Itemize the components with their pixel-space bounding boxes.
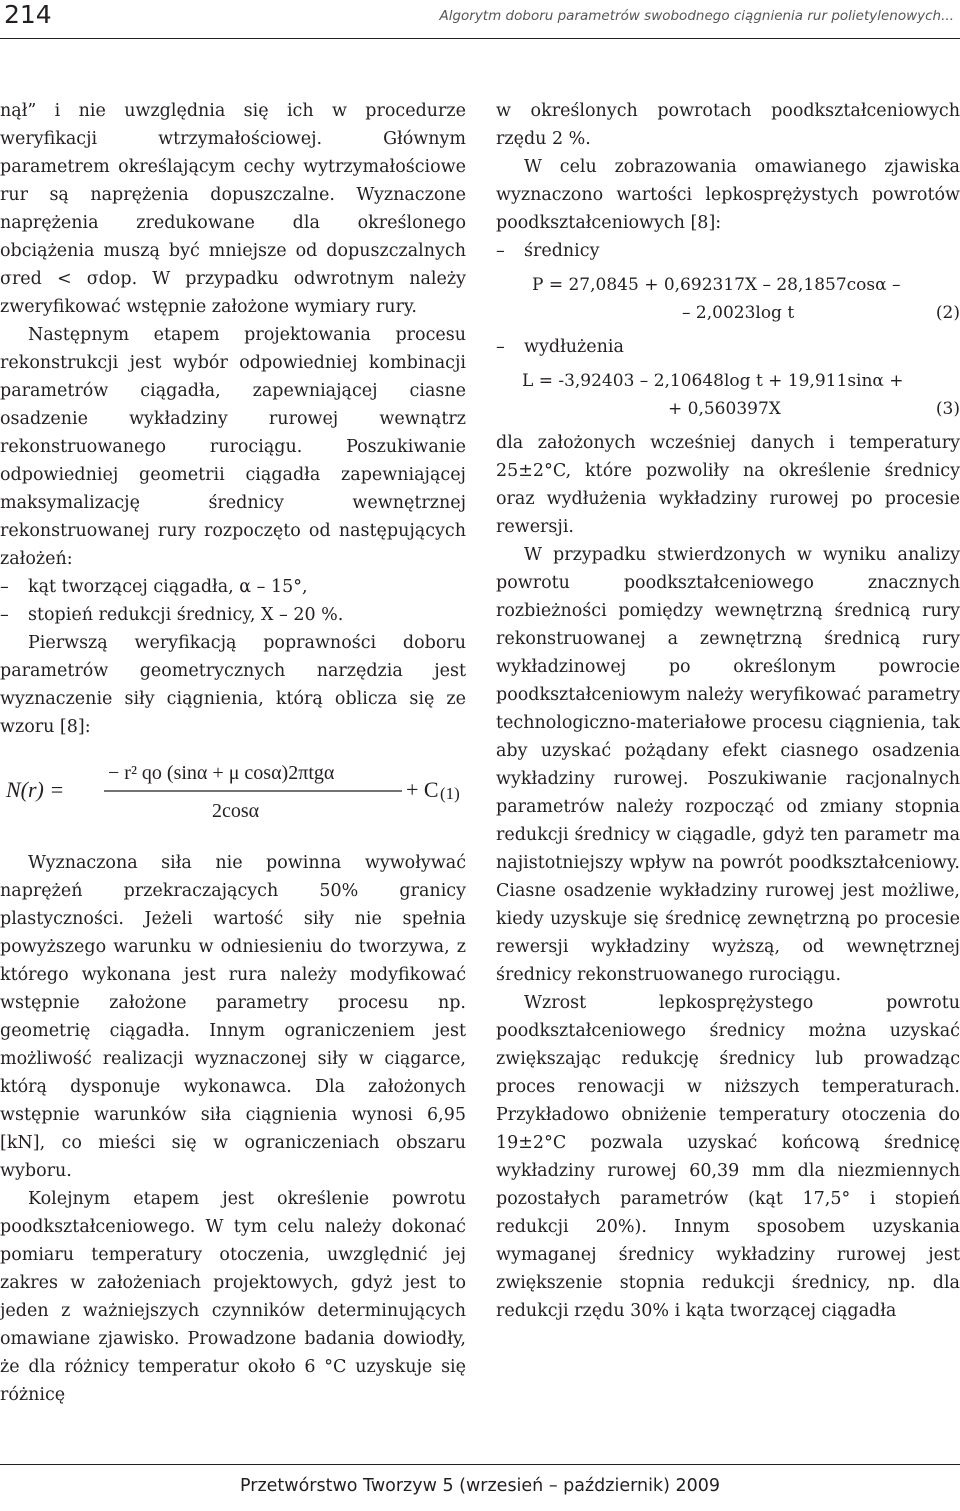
- list-item-text: średnicy: [524, 241, 600, 261]
- formula-3: [496, 367, 960, 423]
- journal-footer: Przetwórstwo Tworzyw 5 (wrzesień – październik) 2009: [240, 1476, 720, 1496]
- dash-bullet: –: [0, 605, 9, 625]
- right-column: [496, 97, 960, 1325]
- list-item-text: wydłużenia: [524, 337, 624, 357]
- page-number: 214: [4, 0, 52, 29]
- right-paragraph-4: W przypadku stwierdzonych w wyniku analizy powrotu poodkształceniowego znacznych rozbieżności pomiędzy wewnętrzną średnicą rury rekonstruowanej a zewnętrzną średnicą rury wykładzinowej po określonym powrocie poodkształceniowym należy weryfikować parametry technologiczno-materiałowe procesu ciągnienia, tak aby uzyskać pożądany efekt ciasnego osadzenia wykładziny rurowej. Poszukiwanie racjonalnych parametrów należy rozpocząć od zmiany stopnia redukcji średnicy w ciągadle, gdyż ten parametr ma najistotniejszy wpływ na powrót poodkształceniowy. Ciasne osadzenie wykładziny rurowej jest możliwe, kiedy uzyskuje się średnicę zewnętrzną po procesie rewersji wykładziny wyższą, od wewnętrznej średnicy rekonstruowanego rurociągu.: [496, 545, 960, 985]
- formula-1-lhs: N(r) =: [6, 777, 65, 802]
- formula-2-line-1: [496, 271, 960, 299]
- list-item: [0, 573, 466, 601]
- formula-3-text-2: + 0,560397X: [668, 399, 781, 419]
- list-item: [0, 601, 466, 629]
- left-column: [0, 97, 466, 1409]
- header-rule: [0, 38, 960, 39]
- right-paragraph-2: W celu zobrazowania omawianego zjawiska wyznaczono wartości lepkosprężystych powrotów poodkształceniowych [8]:: [496, 157, 960, 233]
- formula-1-numerator: − r² qo (sinα + μ cosα)2πtgα: [108, 762, 335, 784]
- left-paragraph-2: Następnym etapem projektowania procesu rekonstrukcji jest wybór odpowiedniej kombinacji parametrów ciągadła, zapewniającej ciasne osadzenie wykładziny rurowej wewnątrz rekonstruowanego rurociągu. Poszukiwanie odpowiedniej geometrii ciągadła zapewniającej maksymalizację średnicy wewnętrznej rekonstruowanej rury rozpoczęto od następujących założeń:: [0, 325, 466, 569]
- left-paragraph-1: nął” i nie uwzględnia się ich w procedurze weryfikacji wtrzymałościowej. Głównym parametrem określającym cechy wytrzymałościowe rur są naprężenia dopuszczalne. Wyznaczone naprężenia zredukowane dla określonego obciążenia muszą być mniejsze od dopuszczalnych σred < σdop. W przypadku odwrotnym należy zweryfikować wstępnie założone wymiary rury.: [0, 101, 466, 317]
- running-head: Algorytm doboru parametrów swobodnego ciągnienia rur polietylenowych...: [439, 8, 954, 24]
- right-paragraph-1: w określonych powrotach poodkształceniowych rzędu 2 %.: [496, 101, 960, 149]
- formula-3-text-1: L = -3,92403 – 2,10648log t + 19,911sinα +: [522, 371, 904, 391]
- dash-bullet: –: [496, 241, 505, 261]
- right-paragraph-5: Wzrost lepkosprężystego powrotu poodkształceniowego średnicy można uzyskać zwiększając redukcję średnicy lub prowadząc proces renowacji w niższych temperaturach. Przykładowo obniżenie temperatury otoczenia do 19±2°C pozwala uzyskać końcową średnicę wykładziny rurowej 60,39 mm dla niezmiennych pozostałych parametrów (kąt 17,5° i stopień redukcji 20%). Innym sposobem uzyskania wymaganej średnicy wykładziny rurowej jest zwiększenie stopnia redukcji średnicy, np. dla redukcji rzędu 30% i kąta tworzącej ciągadła: [496, 993, 960, 1321]
- formula-2: [496, 271, 960, 327]
- right-paragraph-3: dla założonych wcześniej danych i temperatury 25±2°C, które pozwoliły na określenie średnicy oraz wydłużenia wykładziny rurowej po procesie rewersji.: [496, 433, 960, 537]
- formula-1-svg: [0, 755, 466, 827]
- formula-2-text-1: P = 27,0845 + 0,692317X – 28,1857cosα –: [532, 275, 901, 295]
- list-item: [496, 237, 960, 265]
- list-item-text: kąt tworzącej ciągadła, α – 15°,: [28, 577, 308, 597]
- formula-2-number: (2): [935, 303, 960, 323]
- formula-3-line-1: [496, 367, 960, 395]
- list-item-text: stopień redukcji średnicy, X – 20 %.: [28, 605, 344, 625]
- formula-1-tail: + C: [406, 777, 439, 802]
- left-paragraph-3: Pierwszą weryfikacją poprawności doboru parametrów geometrycznych narzędzia jest wyznaczenie siły ciągnienia, którą oblicza się ze wzoru [8]:: [0, 633, 466, 737]
- formula-2-text-2: – 2,0023log t: [682, 303, 795, 323]
- formula-1-number: (1): [440, 784, 460, 803]
- dash-bullet: –: [0, 577, 9, 597]
- dash-bullet: –: [496, 337, 505, 357]
- left-paragraph-5: Kolejnym etapem jest określenie powrotu poodkształceniowego. W tym celu należy dokonać pomiaru temperatury otoczenia, uwzględnić jej zakres w założeniach projektowych, gdyż jest to jeden z ważniejszych czynników determinujących omawiane zjawisko. Prowadzone badania dowiodły, że dla różnicy temperatur około 6 °C uzyskuje się różnicę: [0, 1189, 466, 1405]
- formula-3-number: (3): [935, 399, 960, 419]
- footer-rule: [0, 1464, 960, 1465]
- formula-1-denominator: 2cosα: [212, 800, 260, 822]
- formula-3-line-2: [496, 395, 960, 423]
- formula-2-line-2: [496, 299, 960, 327]
- formula-1: [0, 755, 466, 831]
- left-paragraph-4: Wyznaczona siła nie powinna wywoływać naprężeń przekraczających 50% granicy plastyczności. Jeżeli wartość siły nie spełnia powyższego warunku w odniesieniu do tworzywa, z którego wykonana jest rura należy modyfikować wstępnie założone parametry procesu np. geometrię ciągadła. Innym ograniczeniem jest możliwość realizacji wyznaczonej siły w ciągarce, którą dysponuje wykonawca. Dla założonych wstępnie warunków siła ciągnienia wynosi 6,95 [kN], co mieści się w ograniczeniach obszaru wyboru.: [0, 853, 466, 1181]
- list-item: [496, 333, 960, 361]
